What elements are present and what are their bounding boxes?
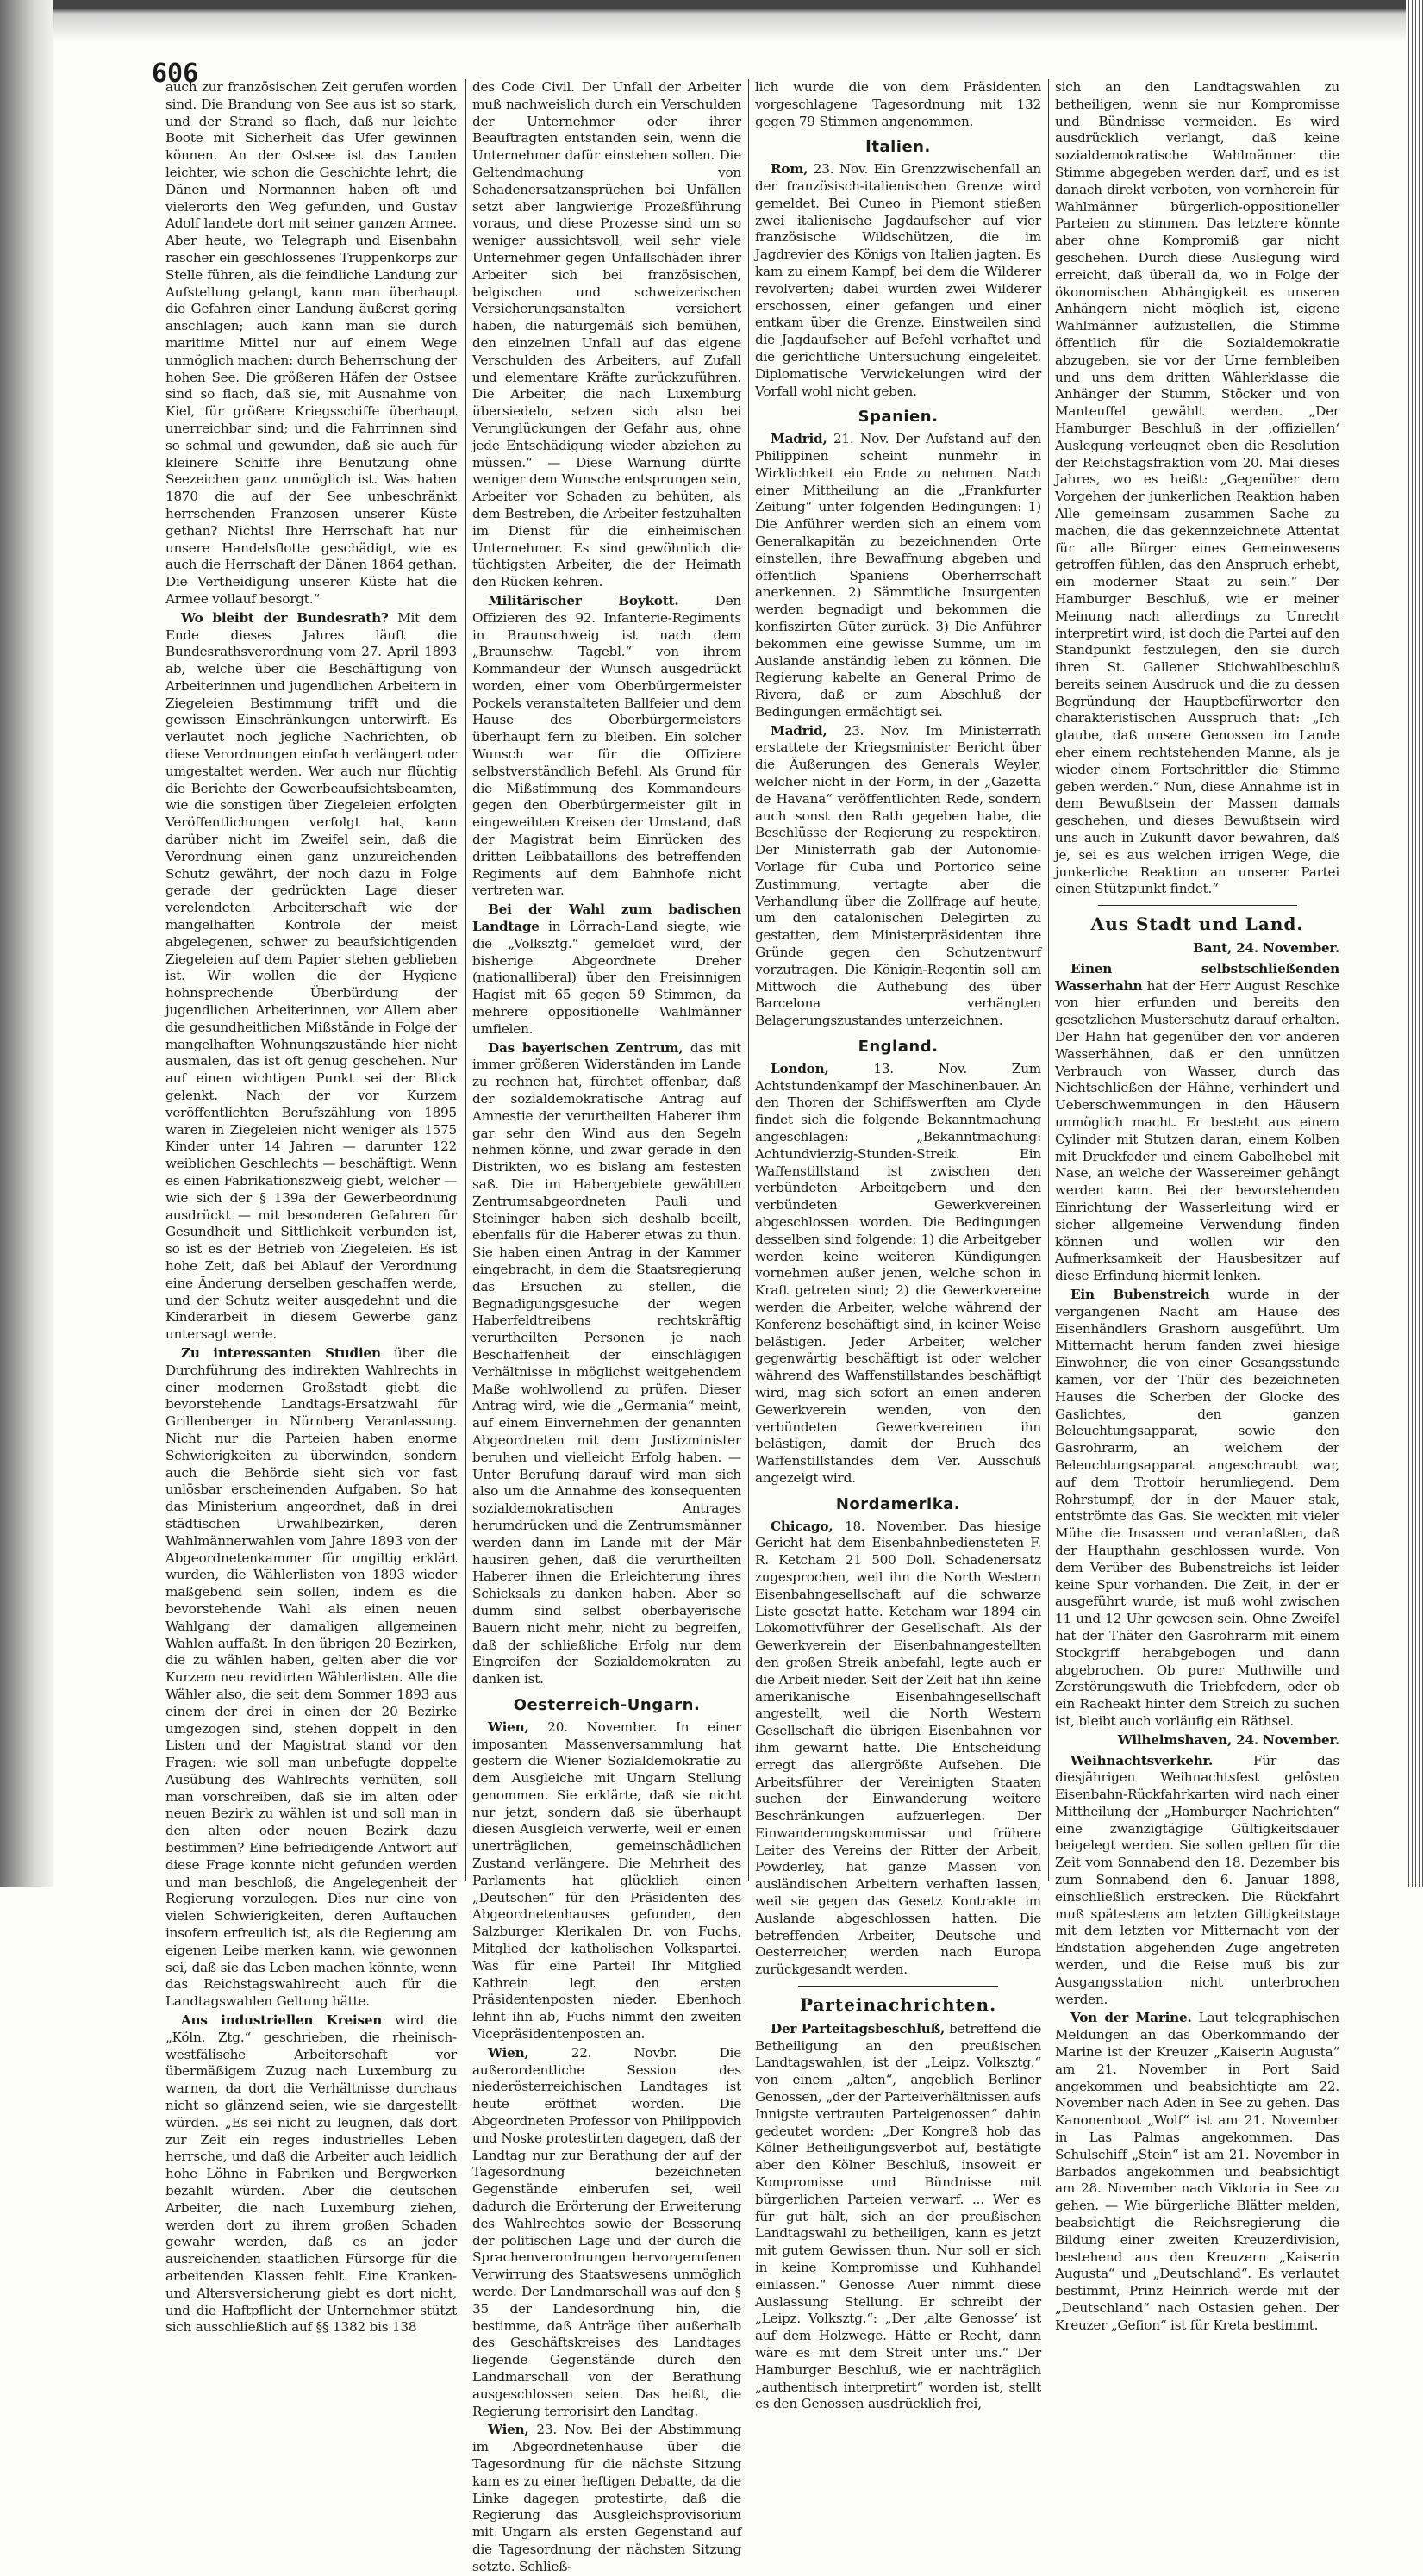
article-body: in Lörrach-Land siegte, wie die „Volksztg.“ gemeldet wird, der bisherige Abgeordnete Dreher (nationalliberal) über den Freisinnigen Hagist mit 65 gegen 59 Stimmen, da mehrere oppositionelle Wahlmänner umfielen.	[472, 919, 741, 1037]
section-divider	[798, 1986, 998, 1987]
article-paragraph	[755, 1061, 1041, 1488]
article-paragraph	[165, 79, 457, 608]
article-body: wird die „Köln. Ztg.“ geschrieben, die rheinisch-westfälische Arbeiterschaft vor übermäßigem Zuzug nach Luxemburg zu warnen, da dort die Verhältnisse durchaus nicht so glänzend seien, wie sie dargestellt würden. „Es sei nicht zu leugnen, daß dort zur Zeit ein reges industrielles Leben herrsche, und daß die Arbeiter auch leidlich hohe Löhne in Fabriken und Bergwerken bezahlt würden. Aber die deutschen Arbeiter, die nach Luxemburg ziehen, werden dort zu ihrem großen Schaden gewahr werden, daß es an jeder ausreichenden staatlichen Fürsorge für die arbeitenden Klassen fehlt. Eine Kranken- und Altersversicherung giebt es dort nicht, und die Haftpflicht der Unternehmer stützt sich ausschließlich auf §§ 1382 bis 138	[165, 2012, 458, 2336]
article-paragraph	[1055, 2010, 1339, 2334]
article-lead: Rom,	[771, 161, 808, 178]
section-divider	[1098, 905, 1297, 906]
article-paragraph	[755, 1519, 1041, 1980]
article-paragraph	[755, 723, 1041, 1030]
dateline: Bant, 24. November.	[1193, 940, 1339, 957]
article-paragraph	[1055, 79, 1339, 898]
article-paragraph	[755, 431, 1041, 721]
section-heading: England.	[858, 1038, 939, 1057]
article-paragraph	[472, 1040, 741, 1688]
article-paragraph	[165, 1345, 457, 2011]
book-binding	[0, 0, 53, 1887]
article-lead: Von der Marine.	[1070, 2010, 1192, 2026]
article-body: lich wurde die von dem Präsidenten vorgeschlagene Tagesordnung mit 132 gegen 79 Stimmen angenommen.	[755, 79, 1041, 129]
article-paragraph	[472, 593, 741, 900]
article-paragraph	[755, 2021, 1041, 2413]
article-body: 23. Nov. Im Ministerrath erstattete der Kriegsminister Bericht über die Äußerungen des Generals Weyler, welcher nicht in der Form, in der „Gazetta de Havana“ veröffentlichten Rede, sondern auch sonst den Rath gegeben habe, die Beschlüsse der Regierung zu respektiren. Der Ministerrath gab der Autonomie-Vorlage für Cuba und Portorico seine Zustimmung, vertagte aber die Verhandlung über die Zollfrage auf heute, um den catalonischen Delegirten zu gestatten, dem Ministerpräsidenten ihre Gründe gegen den Schutzentwurf vorzutragen. Die Königin-Regentin soll am Mittwoch die Aufhebung des über Barcelona verhängten Belagerungszustandes unterzeichnen.	[755, 722, 1041, 1029]
column-rule	[748, 79, 749, 1881]
article-body: 23. Nov. Bei der Abstimmung im Abgeordnetenhause über die Tagesordnung für die nächste Sitzung kam es zu einer heftigen Debatte, da die Linke dagegen protestirte, daß die Regierung das Ausgleichsprovisorium mit Ungarn als ersten Gegenstand auf die Tagesordnung der nächsten Sitzung setzte. Schließ-	[472, 2422, 741, 2574]
article-lead: Aus industriellen Kreisen	[181, 2012, 383, 2029]
article-paragraph	[472, 2422, 741, 2575]
article-body: 23. Nov. Ein Grenzzwischenfall an der französisch-italienischen Grenze wird gemeldet. Bei Cuneo in Piemont stießen zwei italienische Jagdaufseher auf vier französische Wildschützen, die im Jagdrevier des Königs von Italien jagten. Es kam zu einem Kampf, bei dem die Wilderer revolverten; dabei wurden zwei Wilderer erschossen, einer gefangen und einer entkam über die Grenze. Einstweilen sind die Jagdaufseher auf Befehl verhaftet und die gerichtliche Untersuchung eingeleitet. Diplomatische Verwickelungen wird der Vorfall wohl nicht geben.	[755, 161, 1041, 399]
article-lead: Zu interessanten Studien	[181, 1344, 381, 1361]
article-paragraph	[165, 2012, 457, 2336]
article-body: über die Durchführung des indirekten Wahlrechts in einer modernen Großstadt giebt die bevorstehende Landtags-Ersatzwahl für Grillenberger in Nürnberg Veranlassung. Nicht nur die Parteien haben enorme Schwierigkeiten zu überwinden, sondern auch die Behörde sieht sich vor fast unlösbar erscheinenden Aufgaben. So hat das Ministerium angeordnet, daß in drei städtischen Urwahlbezirken, deren Wahlmännerwahlen vom Jahre 1893 von der Abgeordnetenkammer für ungiltig erklärt wurden, die Wählerlisten von 1893 wieder maßgebend sein sollen, indem es die bevorstehende Wahl als einen neuen Wahlgang der damaligen allgemeinen Wahlen auffaßt. In den übrigen 20 Bezirken, die zu wählen haben, gelten aber die vor Kurzem neu revidirten Wählerlisten. Alle die Wähler also, die seit dem Sommer 1893 aus einem der drei in einen der 20 Bezirke umgezogen sind, stehen doppelt in den Listen und der Magistrat stand vor den Fragen: wie soll man unbefugte doppelte Ausübung des Wahlrechts verhüten, soll man vorschreiben, daß sie im alten oder neuen Bezirk zu wählen ist und soll man in den alten oder neuen Bezirk dazu bestimmen? Eine befriedigende Antwort auf diese Frage konnte nicht gefunden werden und man beschloß, die Angelegenheit der Regierung vorzulegen. Dies nur eine von vielen Schwierigkeiten, deren Auftauchen insofern erfreulich ist, als die Regierung am eigenen Leibe merken kann, wie gewonnen sei, daß sie das Leben machen könnte, wenn das Reichstagswahlrecht auch für die Landtagswahlen Geltung hätte.	[165, 1344, 457, 2010]
article-lead: Wo bleibt der Bundesrath?	[181, 609, 389, 626]
article-body: 22. Novbr. Die außerordentliche Session des niederösterreichischen Landtages ist heute eröffnet worden. Die Abgeordneten Professor von Philippovich und Noske protestirten dagegen, daß der Landtag nur zur Berathung der auf der Tagesordnung bezeichneten Gegenstände einberufen sei, weil dadurch die Erörterung der Erweiterung des Wahlrechtes sowie der Besserung der politischen Lage und der durch die Sprachenverordnungen hervorgerufenen Verwirrung des Staatswesens unmöglich werde. Der Landmarschall was auf den § 35 der Landesordnung hin, die bestimme, daß Anträge über außerhalb des Geschäftskreises des Landtages liegende Gegenstände durch den Landmarschall von der Berathung ausgeschlossen seien. Das heißt, die Regierung terrorisirt den Landtag.	[472, 2044, 741, 2419]
article-lead: Wien,	[488, 2044, 529, 2061]
article-lead: Der Parteitagsbeschluß,	[771, 2020, 946, 2036]
article-lead: Wien,	[488, 1718, 529, 1735]
article-lead: Ein Bubenstreich	[1070, 1286, 1210, 1302]
article-body: Für das diesjährigen Weihnachtsfest gelösten Eisenbahn-Rückfahrkarten wird nach einer Mittheilung der „Hamburger Nachrichten“ eine zwanzigtägige Gültigkeitsdauer beigelegt werden. Sie sollen gelten für die Zeit vom Sonnabend den 18. Dezember bis zum Sonnabend den 6. Januar 1898, einschließlich erstrecken. Die Rückfahrt muß spätestens am letzten Giltigkeitstage mit dem letzten vor Mitternacht von der Endstation abgehenden Zuge angetreten werden, und die Reise muß bis zur Ausgangsstation nicht unterbrochen werden.	[1055, 1752, 1339, 2007]
article-paragraph	[165, 610, 457, 1344]
article-lead: Bei der Wahl zum badischen Landtage	[472, 901, 741, 935]
article-lead: Madrid,	[771, 722, 827, 739]
article-lead: Das bayerischen Zentrum,	[488, 1039, 683, 1056]
article-lead: Einen selbstschließenden Wasserhahn	[1055, 960, 1339, 994]
section-heading: Aus Stadt und Land.	[1090, 914, 1304, 935]
dateline: Wilhelmshaven, 24. November.	[1117, 1731, 1339, 1748]
section-heading: Parteinachrichten.	[799, 1994, 997, 2016]
article-body: des Code Civil. Der Unfall der Arbeiter muß nachweislich durch ein Verschulden der Unternehmer oder ihrer Beauftragten entstanden sein, wenn die Unternehmer dafür einstehen sollen. Die Geltendmachung von Schadenersatzansprüchen bei Unfällen setzt aber langwierige Prozeßführung voraus, und diese Prozesse sind um so weniger aussichtsvoll, weil sehr viele Unternehmer gegen Unfallschäden ihrer Arbeiter sich bei französischen, belgischen und schweizerischen Versicherungsanstalten versichert haben, die naturgemäß sich bemühen, den einzelnen Unfall auf das eigene Verschulden des Arbeiters, auf Zufall und elementare Kräfte zurückzuführen. Die Arbeiter, die nach Luxemburg übersiedeln, setzen sich also bei Verunglückungen der Gefahr aus, ohne jede Entschädigung wieder abziehen zu müssen.“ — Diese Warnung dürfte weniger dem Wunsche entsprungen sein, Arbeiter vor Schaden zu behüten, als dem Bestreben, die Arbeiter festzuhalten im Dienst für die einheimischen Unternehmer. Es sind gewöhnlich die tüchtigsten Arbeiter, die der Heimath den Rücken kehren.	[472, 79, 741, 590]
article-body: auch zur französischen Zeit gerufen worden sind. Die Brandung von See aus ist so stark, und der Strand so flach, daß nur leichte Boote mit Sicherheit das Ufer gewinnen können. An der Ostsee ist das Landen leichter, wie schon die Geschichte lehrt; die Dänen und Normannen haben oft und vielerorts den Weg gefunden, und Gustav Adolf landete dort mit seiner ganzen Armee. Aber heute, wo Telegraph und Eisenbahn rascher ein geschlossenes Truppenkorps zur Stelle führen, als die feindliche Landung zur Aufstellung gelangt, kann man überhaupt die Gefahren einer Landung äußerst gering anschlagen; auch kann man sie durch maritime Mittel nur auf einem Wege unmöglich machen: durch Beherrschung der hohen See. Die größeren Häfen der Ostsee sind so flach, daß sie, mit Ausnahme von Kiel, für größere Kriegsschiffe überhaupt unerreichbar sind; und die Fahrrinnen sind so schmal und gewunden, daß sie auch für kleinere Schiffe ihre Benutzung ohne Seezeichen ganz unmöglich ist. Was haben 1870 die auf der See unbeschränkt herrschenden Franzosen unserer Küste gethan? Nichts! Ihre Herrschaft hat nur unsere Handelsflotte geschädigt, wie es auch die Herrschaft der Dänen 1864 gethan. Die Vertheidigung unserer Küste hat die Armee vollauf besorgt.“	[165, 79, 457, 607]
page-edge-top	[53, 0, 1406, 41]
page-edge-right	[1406, 0, 1423, 1887]
article-lead: Militärischer Boykott.	[488, 592, 679, 608]
article-paragraph	[755, 79, 1041, 130]
column-1	[165, 79, 458, 2336]
article-paragraph	[472, 79, 741, 591]
article-paragraph	[472, 901, 741, 1038]
article-paragraph	[472, 2045, 741, 2421]
article-lead: Chicago,	[771, 1518, 833, 1534]
section-heading: Spanien.	[858, 408, 939, 427]
article-body: Mit dem Ende dieses Jahres läuft die Bundesrathsverordnung vom 27. April 1893 ab, welche über die Beschäftigung von Arbeiterinnen und jugendlichen Arbeitern in Ziegeleien Bestimmung trifft und die gewissen Einschränkungen unterwirft. Es verlautet noch jegliche Nachrichten, ob diese Verordnungen einfach verlängert oder umgestaltet werden. Wer auch nur flüchtig die Berichte der Gewerbeaufsichtsbeamten, wie die sonstigen über Ziegeleien erfolgten Veröffentlichungen verfolgt hat, kann darüber nicht im Zweifel sein, daß die Verordnung einen ganz unzureichenden Schutz gewährt, der noch dazu in Folge gerade der gedrückten Lage dieser verelendeten Arbeiterschaft wie der mangelhaften Kontrole der meist abgelegenen, schwer zu beaufsichtigenden Ziegeleien auf dem Papier stehen geblieben ist. Wir wollen die der Hygiene hohnsprechende Überbürdung der jugendlichen Arbeiterinnen, vor Allem aber die gesundheitlichen Mißstände in Folge der mangelhaften Wohnungszustände hier nicht ausmalen, das ist oft genug geschehen. Nur auf einen wichtigen Punkt sei der Blick gelenkt. Nach der vor Kurzem veröffentlichten Berufszählung von 1895 waren in Ziegeleien nicht weniger als 1575 Kinder unter 14 Jahren — darunter 122 weiblichen Geschlechts — beschäftigt. Wenn es einen Fabrikationszweig giebt, welcher — wie sich der § 139a der Gewerbeordnung ausdrückt — mit besonderen Gefahren für Gesundheit und Sittlichkeit verbunden ist, so ist es der Betrieb von Ziegeleien. Es ist hohe Zeit, daß bei Ablauf der Verordnung eine Änderung derselben geschaffen werde, und der Schutz weiter ausgedehnt und die Kinderarbeit in diesem Gewerbe ganz untersagt werde.	[165, 609, 457, 1343]
article-body: wurde in der vergangenen Nacht am Hause des Eisenhändlers Grashorn ausgeführt. Um Mitternacht herum fanden zwei hiesige Einwohner, die von einer Gesangsstunde kamen, vor der Thür des bezeichneten Hauses die Scherben der Glocke des Gaslichtes, den ganzen Beleuchtungsapparat, sowie den Gasrohrarm, an welchem der Beleuchtungsapparat angeschraubt war, auf dem Trottoir herumliegend. Dem Rohrstumpf, der in der Mauer stak, entströmte das Gas. Sie weckten mit vieler Mühe die Insassen und veranlaßten, daß der Haupthahn geschlossen wurde. Von dem Verüber des Bubenstreichs ist leider keine Spur vorhanden. Die Zeit, in der er ausgeführt wurde, ist muß wohl zwischen 11 und 12 Uhr gewesen sein. Ohne Zweifel hat der Thäter den Gasrohrarm mit einem Stockgriff herabgebogen und dann abgebrochen. Ob purer Muthwille und Zerstörungswuth die Triebfedern, oder ob ein Racheakt hinter dem Streich zu suchen ist, bleibt auch vorläufig ein Räthsel.	[1055, 1286, 1340, 1729]
section-heading: Nordamerika.	[835, 1494, 961, 1513]
column-rule	[465, 79, 466, 1881]
article-body: 13. Nov. Zum Achtstundenkampf der Maschinenbauer. An den Thoren der Schiffswerften am Clyde findet sich die folgende Bekanntmachung angeschlagen: „Bekanntmachung: Achtundvierzig-Stunden-Streik. Ein Waffenstillstand ist zwischen den verbündeten Arbeitgebern und den verbündeten Gewerkvereinen abgeschlossen worden. Die Bedingungen desselben sind folgende: 1) die Arbeitgeber werden keine weiteren Kündigungen vornehmen außer jenen, welche schon in Kraft getreten sind; 2) die Gewerkvereine werden die Arbeiter, welche während der Konferenz beschäftigt sind, in keiner Weise belästigen. Jeder Arbeiter, welcher gegenwärtig beschäftigt ist oder welcher während des Waffenstillstandes beschäftigt wird, mag sich sofort an einen anderen Gewerkverein wenden, von den verbündeten Gewerkvereinen ihn belästigen, damit der Bruch des Waffenstillstandes dem Ver. Ausschuß angezeigt wird.	[755, 1060, 1041, 1486]
article-body: Den Offizieren des 92. Infanterie-Regiments in Braunschweig ist nach dem „Braunschw. Tagebl.“ von ihrem Kommandeur der Wunsch ausgedrückt worden, einer vom Oberbürgermeister Pockels veranstalteten Ballfeier und dem Hause des Oberbürgermeisters überhaupt fern zu bleiben. Ein solcher Wunsch war für die Offiziere selbstverständlich Befehl. Als Grund für die Mißstimmung des Kommandeurs gegen den Oberbürgermeister gilt in eingeweihten Kreisen der Umstand, daß der Magistrat beim Einrücken des dritten Leibbataillons des betreffenden Regiments auf dem Bahnhofe nicht vertreten war.	[472, 592, 741, 899]
article-paragraph	[1055, 1287, 1339, 1731]
article-paragraph	[755, 161, 1041, 400]
article-body: das mit immer größeren Widerständen im Lande zu rechnen hat, fürchtet offenbar, daß der sozialdemokratische Antrag auf Amnestie der verurtheilten Haberer ihm gar sehr den Wind aus den Segeln nehmen könne, und zwar gerade in den Distrikten, wo es bislang am festesten saß. Die im Habergebiete gewählten Zentrumsabgeordneten Pauli und Steininger haben sich deshalb beeilt, ebenfalls für die Haberer etwas zu thun. Sie haben einen Antrag in der Kammer eingebracht, in dem die Staatsregierung das Ersuchen zu stellen, die Begnadigungsgesuche der wegen Haberfeldtreibens rechtskräftig verurtheilten Personen je nach Beschaffenheit der einschlägigen Verhältnisse in möglichst weitgehendem Maße wohlwollend zu prüfen. Dieser Antrag wird, wie die „Germania“ meint, auf einem Einvernehmen der genannten Abgeordneten mit dem Justizminister beruhen und vielleicht Erfolg haben. — Unter Berufung darauf wird man sich also um die Annahme des konsequenten sozialdemokratischen Antrages herumdrücken und die Zentrumsmänner werden dann im Lande mit der Mär hausiren gehen, daß die verurtheilten Haberer ihnen die Erleichterung ihres Schicksals zu danken haben. Aber so dumm sind selbst oberbayerische Bauern nicht mehr, nicht zu begreifen, daß der schließliche Erfolg nur dem Eingreifen der Sozialdemokraten zu danken ist.	[472, 1039, 741, 1687]
article-paragraph	[1055, 1753, 1339, 2009]
article-lead: Wien,	[488, 2422, 529, 2438]
page-number: 606	[152, 59, 199, 89]
article-body: sich an den Landtagswahlen zu betheiligen, wenn sie nur Kompromisse und Bündnisse vermeiden. Es wird ausdrücklich verlangt, daß keine sozialdemokratische Wahlmänner die Stimme abgegeben werden darf, und es ist danach direkt verboten, von vornherein für Wahlmänner bürgerlich-oppositioneller Parteien zu stimmen. Das letztere könnte aber ohne Kompromiß gar nicht geschehen. Durch diese Auslegung wird erreicht, daß überall da, wo in Folge der ökonomischen Abhängigkeit es unseren Anhängern nicht möglich ist, eigene Wahlmänner aufzustellen, die Stimme öffentlich für die Sozialdemokratie abzugeben, sie vor der Urne fernbleiben und uns dem dritten Wählerklasse die Anhänger der Stumm, Stöcker und von Manteuffel gewählt werden. „Der Hamburger Beschluß in der ‚offiziellen‘ Auslegung verleugnet eben die Resolution der Reichstagsfraktion vom 20. Mai dieses Jahres, wo es heißt: „Gegenüber dem Vorgehen der junkerlichen Reaktion haben Alle gemeinsam zusammen Sache zu machen, die das gekennzeichnete Attentat für alle Bürger eines Gemeinwesens getroffen fühlen, das den Anspruch erhebt, ein moderner Staat zu sein.“ Der Hamburger Beschluß, wie er meiner Meinung nach allerdings zu Unrecht interpretirt wird, ist doch die Partei auf den Standpunkt festzulegen, den sie durch ihren St. Gallener Stichwahlbeschluß bereits seinen Ausdruck und die zu dessen Begründung der Hauptbefürworter den charakteristischen Ausspruch that: „Ich glaube, daß unsere Genossen im Lande eher einem rechtstehenden Manne, als je wieder einem Fortschrittler die Stimme geben werden.“ Nun, diese Annahme ist in dem Bewußtsein der Massen damals geschehen, und dieses Bewußtsein wird uns auch in Zukunft davor bewahren, daß je, sei es aus welchen irrigen Wege, die junkerliche Reaktion an unserer Partei einen Stützpunkt findet.“	[1055, 79, 1339, 897]
column-4	[1055, 79, 1340, 2333]
article-paragraph	[472, 1719, 741, 2043]
article-paragraph	[1055, 961, 1339, 1285]
column-rule	[1048, 79, 1049, 1881]
article-body: Laut telegraphischen Meldungen an das Oberkommando der Marine ist der Kreuzer „Kaiserin Augusta“ am 21. November in Port Said angekommen und beabsichtigte am 22. November nach Aden in See zu gehen. Das Kanonenboot „Wolf“ ist am 21. November in Las Palmas angekommen. Das Schulschiff „Stein“ ist am 21. November in Barbados angekommen und beabsichtigt am 28. November nach Viktoria in See zu gehen. — Wie bürgerliche Blätter melden, beabsichtigt die Reichsregierung die Bildung einer zweiten Kreuzerdivision, bestehend aus den Kreuzern „Kaiserin Augusta“ und „Deutschland“. Es verlautet bestimmt, Prinz Heinrich werde mit der „Deutschland“ nach Ostasien gehen. Der Kreuzer „Gefion“ ist für Kreta bestimmt.	[1055, 2010, 1339, 2333]
article-lead: Weihnachtsverkehr.	[1070, 1752, 1214, 1768]
column-2	[472, 79, 741, 2574]
article-body: hat der Herr August Reschke von hier erfunden und bereits den gesetzlichen Musterschutz darauf erhalten. Der Hahn hat gegenüber den vor anderen Wasserhähnen, daß er den unnützen Verbrauch von Wasser, durch das Nichtschließen der Hähne, verhindert und Ueberschwemmungen in den Häusern unmöglich macht. Er besteht aus einem Cylinder mit Stutzen daran, einem Kolben mit Druckfeder und einem Gabelhebel mit Nase, an welche der Wassereimer gehängt werden kann. Bei der bevorstehenden Einrichtung der Wasserleitung wird er sicher allgemeine Verwendung finden können und wollen wir den Aufmerksamkeit der Hausbesitzer auf diese Erfindung hiermit lenken.	[1055, 977, 1339, 1284]
section-heading: Italien.	[865, 138, 931, 157]
article-body: 21. Nov. Der Aufstand auf den Philippinen scheint nunmehr in Wirklichkeit ein Ende zu nehmen. Nach einer Mittheilung an die „Frankfurter Zeitung“ unter folgenden Bedingungen: 1) Die Anführer werden sich an einem vom Generalkapitän zu bezeichnenden Orte einstellen, ihre Bewaffnung abgeben und öffentlich Spaniens Oberherrschaft anerkennen. 2) Sämmtliche Insurgenten werden begnadigt und bekommen die konfiszirten Güter zurück. 3) Die Anführer bekommen eine gewisse Summe, um im Auslande anständig leben zu können. Die Regierung kabelte an General Primo de Rivera, daß er zum Abschluß der Bedingungen ermächtigt sei.	[755, 431, 1041, 720]
article-lead: London,	[771, 1060, 829, 1076]
article-body: 18. November. Das hiesige Gericht hat dem Eisenbahnbediensteten F. R. Ketcham 21 500 Doll. Schadenersatz zugesprochen, weil ihn die North Western Eisenbahngesellschaft auf die schwarze Liste gesetzt hatte. Ketcham war 1894 ein Lokomotivführer der Gesellschaft. Als der Gewerkverein der Eisenbahnangestellten den großen Streik anbefahl, legte auch er die Arbeit nieder. Seit der Zeit hat ihn keine amerikanische Eisenbahngesellschaft angestellt, weil die North Western Gesellschaft die übrigen Eisenbahnen vor ihm gewarnt hatte. Die Entscheidung erregt das allergrößte Aufsehen. Die Arbeitsführer der Vereinigten Staaten suchen der Einwanderung weitere Beschränkungen aufzuerlegen. Der Einwanderungskommissar und frühere Leiter des Vereins der Ritter der Arbeit, Powderley, hat ganze Massen von ausländischen Arbeitern verhaften lassen, weil sie gegen das Gesetz Kontrakte im Auslande abgeschlossen hatten. Die betreffenden Arbeiter, Deutsche und Oesterreicher, werden nach Europa zurückgesandt werden.	[755, 1518, 1041, 1978]
column-3	[755, 79, 1041, 2412]
article-lead: Madrid,	[771, 431, 827, 447]
article-body: betreffend die Betheiligung an den preußischen Landtagswahlen, ist der „Leipz. Volksztg.“ von einem „alten“, angeblich Berliner Genossen, „der der Parteiverhältnissen aufs Innigste vertrauten Parteigenossen“ dahin gedeutet worden: „Der Kongreß hob das Kölner Betheiligungsverbot auf, bestätigte aber den Kölner Beschluß, insoweit er Kompromisse und Bündnisse mit bürgerlichen Parteien verwarf. ... Wer es für gut hält, sich an der preußischen Landtagswahl zu betheiligen, kann es jetzt mit gutem Gewissen thun. Nur soll er sich in keine Kompromisse und Kuhhandel einlassen.“ Genosse Auer nimmt diese Auslassung Stellung. Er schreibt der „Leipz. Volksztg.“: „Der ‚alte Genosse‘ ist auf dem Holzwege. Hätte er Recht, dann wäre es mit dem Streit unter uns.“ Der Hamburger Beschluß, wie er nachträglich „authentisch interpretirt“ worden ist, stellt es den Genossen ausdrücklich frei,	[755, 2020, 1041, 2412]
article-body: 20. November. In einer imposanten Massenversammlung hat gestern die Wiener Sozialdemokratie zu dem Ausgleiche mit Ungarn Stellung genommen. Sie erklärte, daß sie nicht nur jetzt, sondern daß sie überhaupt diesen Ausgleich verwerfe, weil er einen unerträglichen, gemeinschädlichen Zustand verlängere. Die Mehrheit des Parlaments hat glücklich einen „Deutschen“ für den Präsidenten des Abgeordnetenhauses gefunden, den Salzburger Klerikalen Dr. von Fuchs, Mitglied der katholischen Volkspartei. Was für eine Partei! Ihr Mitglied Kathrein legt den ersten Präsidentenposten nieder. Ebenhoch lehnt ihn ab, Fuchs nimmt den zweiten Vicepräsidentenposten an.	[472, 1718, 741, 2043]
section-heading: Oesterreich-Ungarn.	[513, 1695, 701, 1714]
